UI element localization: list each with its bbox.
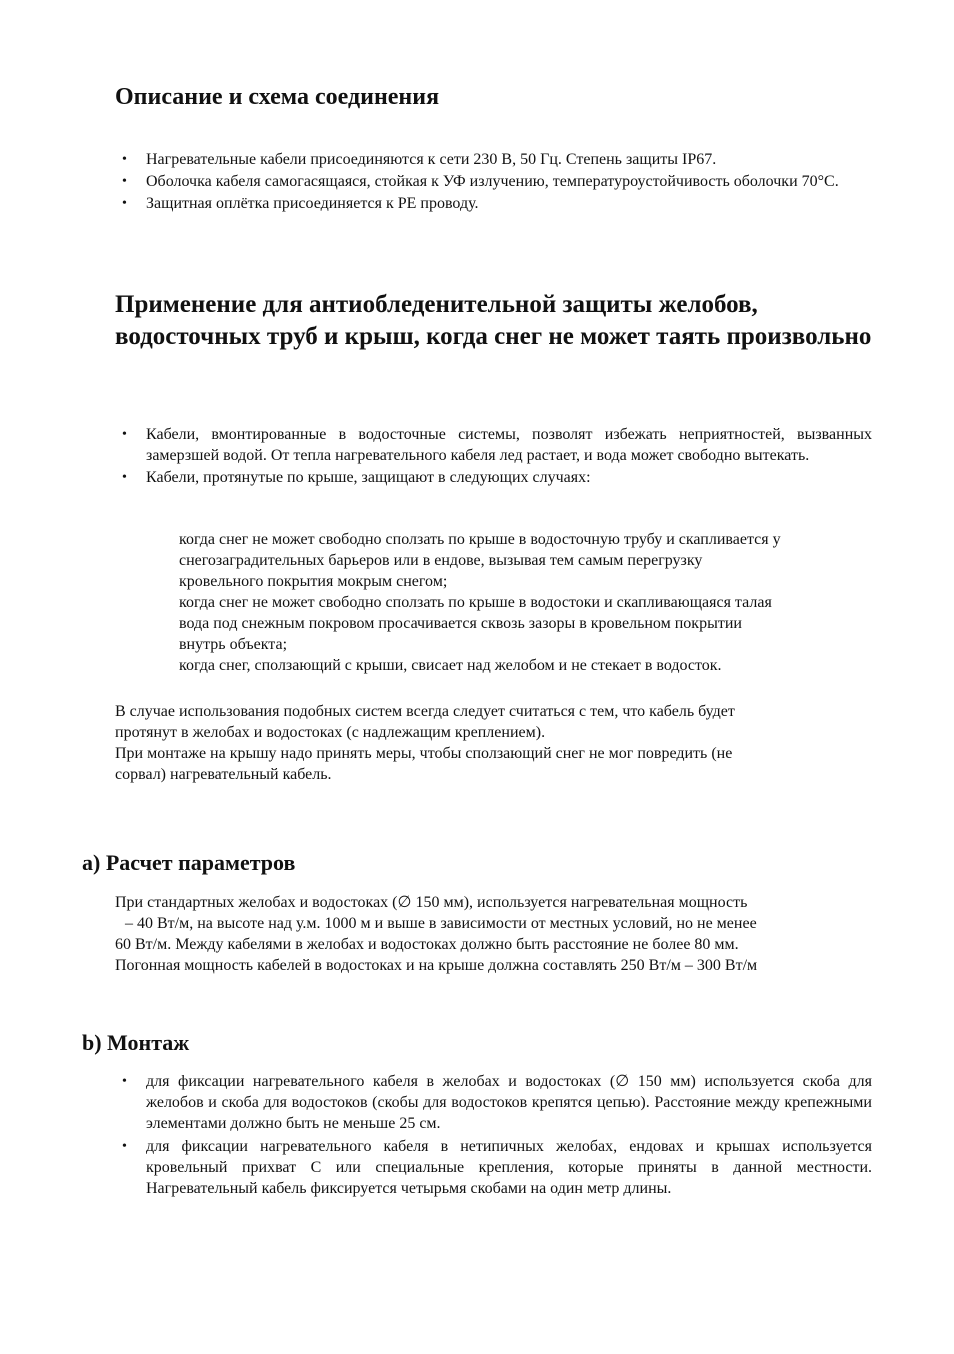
list-item-text: Кабели, вмонтированные в водосточные системы, позволят избежать неприятностей, вызванных замерзшей водой. От тепла нагревательного кабеля лед растает, и вода может свободно вытекать. [146, 426, 872, 464]
list-item-text: Оболочка кабеля самогасящаяся, стойкая к УФ излучению, температуроустойчивость оболочки 70°С. [146, 173, 839, 190]
list-item-text: для фиксации нагревательного кабеля в нетипичных желобах, ендовах и крышах используется кровельный прихват С или специальные крепления, которые приняты в данной местности. Нагревательный кабель фиксируется четырьмя скобами на один метр длины. [146, 1138, 872, 1197]
case-line: внутрь объекта; [179, 636, 288, 653]
paragraph-line: – 40 Вт/м, на высоте над у.м. 1000 м и выше в зависимости от местных условий, но не менее [125, 915, 757, 932]
list-item-text: Защитная оплётка присоединяется к РЕ проводу. [146, 195, 479, 212]
list-item-text: Кабели, протянутые по крыше, защищают в следующих случаях: [146, 469, 591, 486]
calculation-paragraph [115, 892, 875, 976]
paragraph-line: При монтаже на крышу надо принять меры, чтобы сползающий снег не мог повредить (не [115, 745, 733, 762]
list-item [120, 149, 872, 170]
list-item [120, 1136, 872, 1199]
usage-paragraph [115, 701, 875, 785]
roof-cases-block [179, 529, 879, 676]
application-list [120, 424, 872, 489]
bullet-icon: • [122, 427, 127, 442]
bullet-icon: • [122, 1074, 127, 1089]
list-item-text: для фиксации нагревательного кабеля в желобах и водостоках (∅ 150 мм) используется скоба для желобов и скоба для водостоков (скобы для водостоков крепятся цепью). Расстояние между крепежными элементами должно быть не меньше 25 см. [146, 1073, 872, 1132]
bullet-icon: • [122, 1139, 127, 1154]
paragraph-line: протянут в желобах и водостоках (с надлежащим креплением). [115, 724, 546, 741]
description-list [120, 149, 872, 215]
case-line: когда снег, сползающий с крыши, свисает над желобом и не стекает в водосток. [179, 657, 722, 674]
case-line: снегозаградительных барьеров или в ендове, вызывая тем самым перегрузку [179, 552, 703, 569]
case-line: кровельного покрытия мокрым снегом; [179, 573, 448, 590]
section-title-application: Применение для антиобледенительной защиты желобов, водосточных труб и крыш, когда снег не может таять произвольно [115, 291, 872, 350]
section-title-description: Описание и схема соединения [115, 84, 440, 110]
bullet-icon: • [122, 152, 127, 167]
installation-list [120, 1071, 872, 1201]
bullet-icon: • [122, 196, 127, 211]
section-title-calculation: a) Расчет параметров [82, 850, 296, 875]
paragraph-line: В случае использования подобных систем всегда следует считаться с тем, что кабель будет [115, 703, 735, 720]
list-item [120, 1071, 872, 1134]
paragraph-line: сорвал) нагревательный кабель. [115, 766, 332, 783]
list-item-text: Нагревательные кабели присоединяются к сети 230 В, 50 Гц. Степень защиты IP67. [146, 151, 717, 168]
list-item [120, 193, 872, 214]
case-line: вода под снежным покровом просачивается сквозь зазоры в кровельном покрытии [179, 615, 742, 632]
case-line: когда снег не может свободно сползать по крыше в водостоки и скапливающаяся талая [179, 594, 772, 611]
case-line: когда снег не может свободно сползать по крыше в водосточную трубу и скапливается у [179, 531, 781, 548]
paragraph-line: Погонная мощность кабелей в водостоках и на крыше должна составлять 250 Вт/м – 300 Вт/м [115, 957, 758, 974]
list-item [120, 171, 872, 192]
paragraph-line: При стандартных желобах и водостоках (∅ 150 мм), используется нагревательная мощность [115, 894, 748, 911]
section-title-installation: b) Монтаж [82, 1030, 190, 1055]
list-item [120, 424, 872, 466]
bullet-icon: • [122, 174, 127, 189]
bullet-icon: • [122, 470, 127, 485]
paragraph-line: 60 Вт/м. Между кабелями в желобах и водостоках должно быть расстояние не более 80 мм. [115, 936, 739, 953]
list-item [120, 467, 872, 488]
